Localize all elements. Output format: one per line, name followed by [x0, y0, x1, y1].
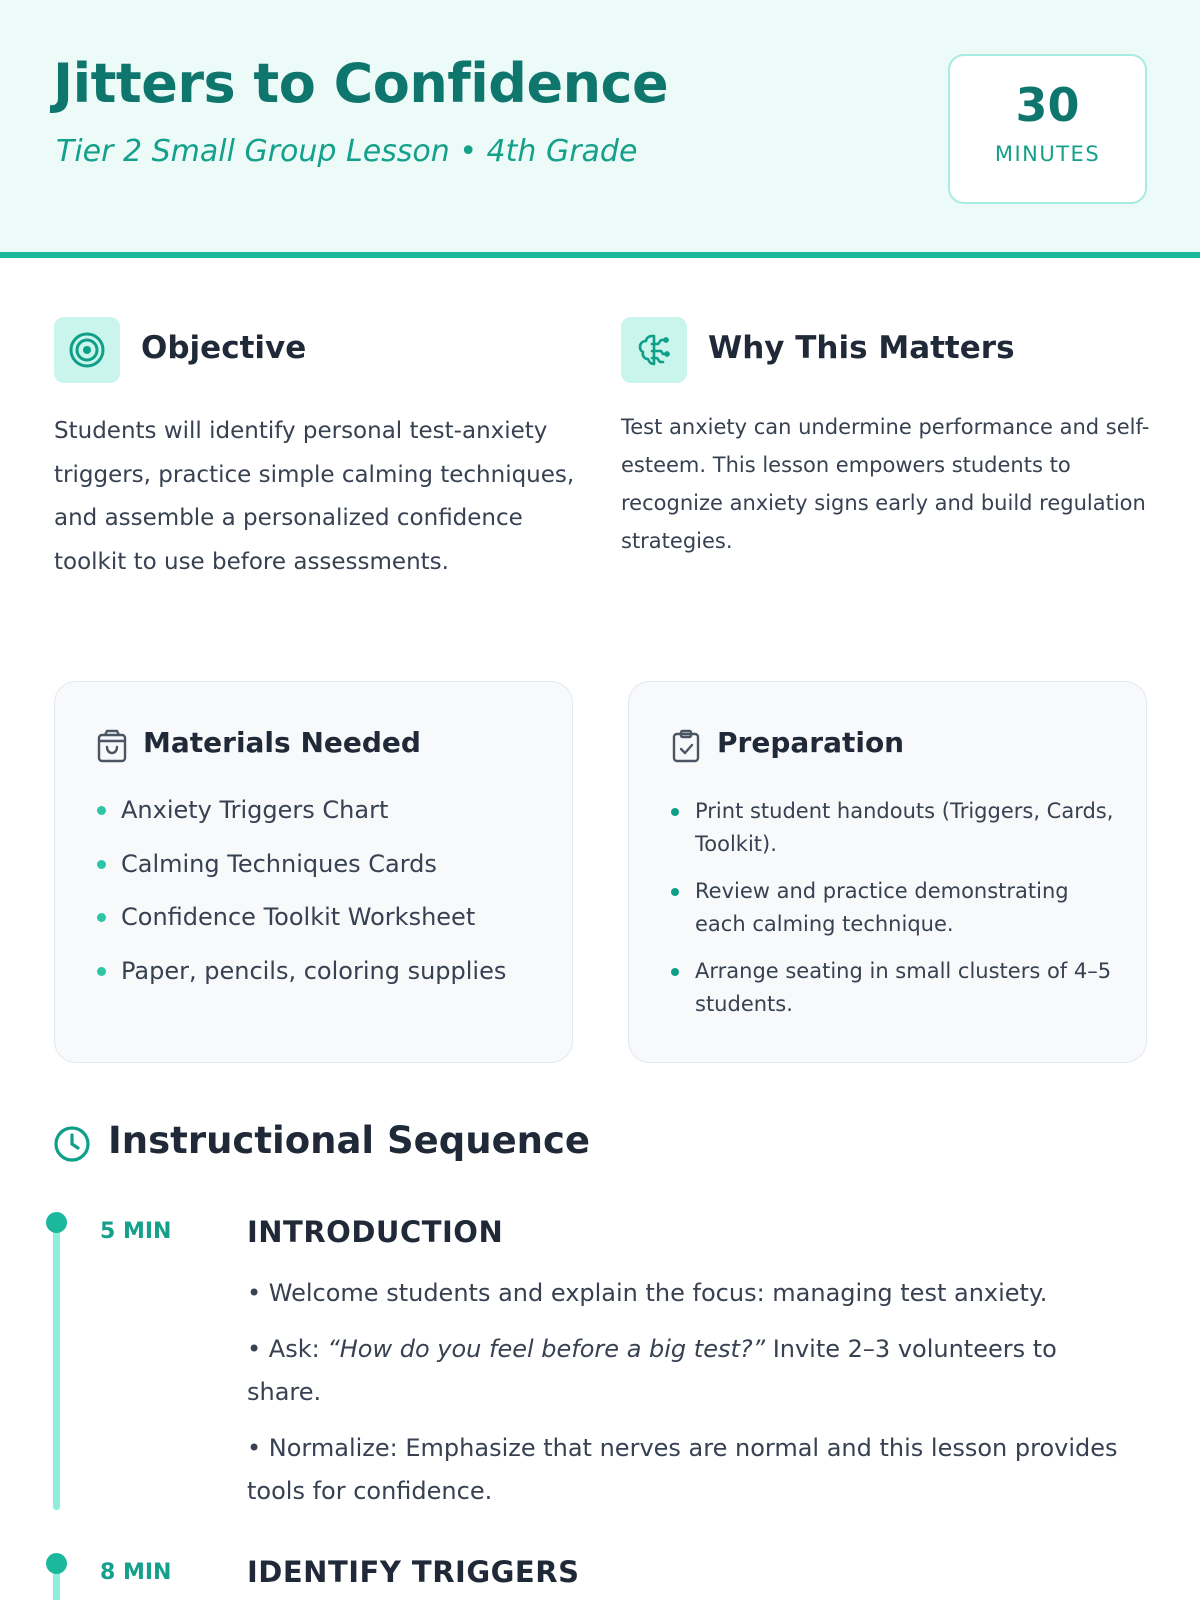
step-line: • Welcome students and explain the focus: managing test anxiety. [247, 1279, 1048, 1307]
list-item: Review and practice demonstrating each calming technique. [671, 875, 1121, 941]
list-item: Anxiety Triggers Chart [97, 795, 567, 849]
materials-list [97, 795, 567, 1009]
bag-icon [97, 729, 127, 763]
list-item: Confidence Toolkit Worksheet [97, 902, 567, 956]
step-line-prefix: • Ask: [247, 1335, 328, 1363]
list-item: Calming Techniques Cards [97, 849, 567, 903]
step-time: 8 MIN [100, 1560, 172, 1585]
timeline-line [53, 1222, 60, 1510]
materials-card [54, 681, 573, 1063]
preparation-list [671, 795, 1121, 1035]
lesson-header [0, 0, 1200, 258]
step-details [247, 1272, 1127, 1526]
clock-icon [53, 1125, 91, 1163]
list-item: Paper, pencils, coloring supplies [97, 956, 567, 1010]
why-text: Test anxiety can undermine performance and self-esteem. This lesson empowers students to recognize anxiety signs early and build regulation strategies. [621, 415, 1150, 553]
brain-icon [621, 317, 687, 383]
list-item: Arrange seating in small clusters of 4–5 students. [671, 955, 1121, 1021]
clipboard-check-icon [671, 729, 701, 763]
why-title: Why This Matters [708, 330, 1015, 366]
step-time: 5 MIN [100, 1219, 172, 1244]
step-title: INTRODUCTION [247, 1215, 504, 1249]
duration-value: 30 [1015, 78, 1080, 132]
objective-text: Students will identify personal test-anxiety triggers, practice simple calming techniques, and assemble a personalized confidence toolkit to use before assessments. [54, 418, 575, 575]
step-line [247, 1328, 1127, 1414]
duration-badge [948, 54, 1147, 204]
step-question: “How do you feel before a big test?” [327, 1335, 766, 1363]
step-line: • Normalize: Emphasize that nerves are normal and this lesson provides tools for confidence. [247, 1434, 1118, 1505]
sequence-title: Instructional Sequence [108, 1119, 591, 1162]
step-title: IDENTIFY TRIGGERS [247, 1555, 580, 1589]
timeline-dot [46, 1212, 67, 1233]
preparation-title: Preparation [717, 726, 905, 759]
target-icon [54, 317, 120, 383]
materials-title: Materials Needed [143, 726, 421, 759]
list-item: Print student handouts (Triggers, Cards, Toolkit). [671, 795, 1121, 861]
lesson-title: Jitters to Confidence [53, 52, 669, 115]
lesson-subtitle: Tier 2 Small Group Lesson • 4th Grade [56, 134, 638, 169]
timeline-dot [46, 1553, 67, 1574]
preparation-card [628, 681, 1147, 1063]
duration-unit: MINUTES [994, 142, 1101, 166]
step-line-suffix: Invite 2–3 volunteers to share. [247, 1335, 1057, 1406]
objective-title: Objective [141, 330, 307, 366]
